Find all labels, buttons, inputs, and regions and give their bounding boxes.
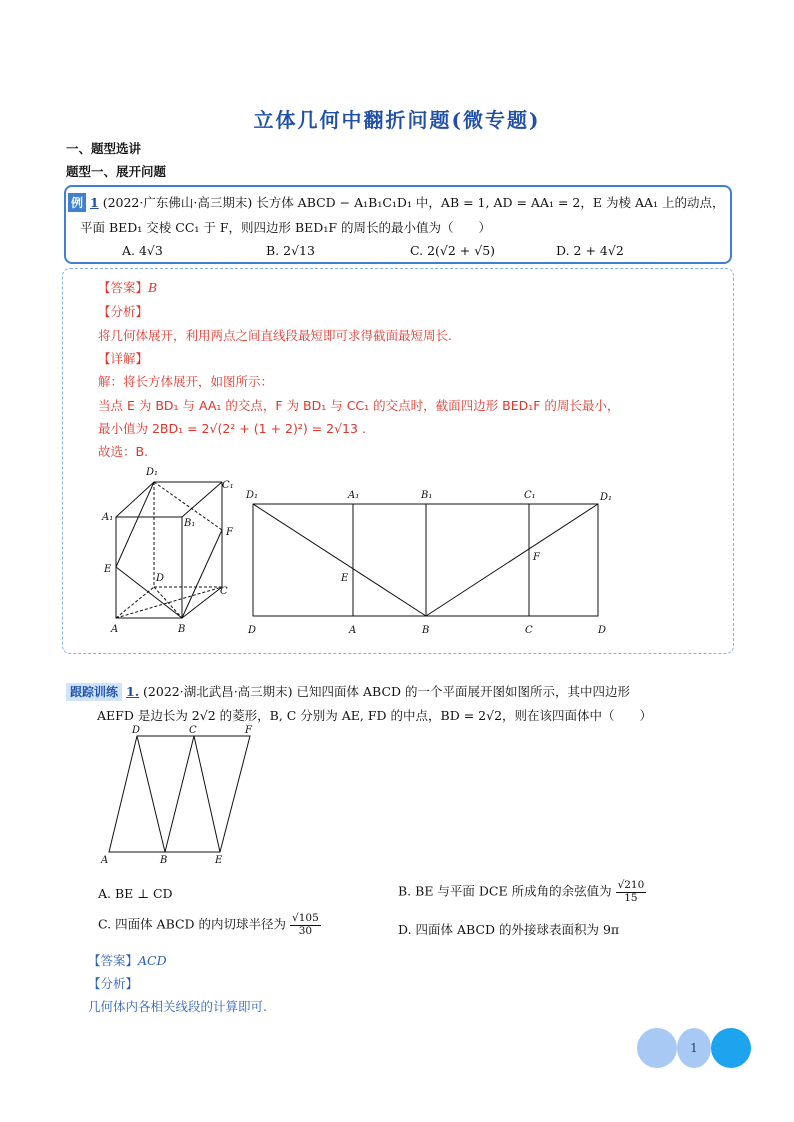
net-bottom-label-5: D	[598, 625, 607, 636]
front-face	[116, 517, 182, 618]
label-e: E	[104, 564, 112, 575]
detail-line-3: 最小值为 2BD₁ = 2√(2² + (1 + 2)²) = 2√13 .	[98, 421, 366, 436]
detail-line-1: 解：将长方体展开，如图所示：	[98, 374, 274, 389]
example-source: (2022·广东佛山·高三期末)	[102, 195, 253, 210]
segment-b-c	[165, 736, 194, 852]
cuboid-figure	[96, 460, 246, 640]
page-title: 立体几何中翻折问题(微专题)	[253, 108, 541, 132]
option-c-fraction	[290, 913, 321, 937]
option-b-numerator: √210	[617, 879, 645, 891]
label-b: B	[178, 624, 186, 635]
follow-answer-row	[88, 951, 167, 969]
tnet-top-d: D	[132, 725, 141, 736]
detail-line-2: 当点 E 为 BD₁ 与 AA₁ 的交点，F 为 BD₁ 与 CC₁ 的交点时，截面四边形 BED₁F 的周长最小，	[98, 398, 620, 413]
follow-analysis-label: 【分析】	[88, 976, 139, 991]
net-point-e: E	[341, 573, 349, 584]
option-c-numerator: √105	[292, 912, 319, 924]
tnet-bottom-b: B	[160, 855, 168, 866]
example-option-c: C. 2(√2 + √5)	[410, 243, 496, 258]
label-c: C	[220, 586, 228, 597]
option-b-text: B. BE 与平面 DCE 所成角的余弦值为	[398, 883, 612, 899]
net-top-label-1: D₁	[246, 490, 259, 501]
follow-option-d: D. 四面体 ABCD 的外接球表面积为 9π	[398, 922, 620, 937]
unfolded-net-figure	[240, 482, 620, 642]
label-d: D	[156, 573, 165, 584]
label-c1: C₁	[222, 480, 234, 491]
follow-analysis-text: 几何体内各相关线段的计算即可.	[88, 999, 267, 1014]
net-bottom-label-3: B	[422, 625, 430, 636]
tnet-top-f: F	[245, 725, 252, 736]
segment-c-e	[194, 736, 220, 852]
tnet-bottom-a: A	[101, 855, 109, 866]
label-d1: D₁	[146, 467, 159, 478]
net-top-label-5: D₁	[600, 492, 613, 503]
edge-b-c	[182, 587, 222, 618]
label-a1: A₁	[102, 512, 114, 523]
tetrahedron-net-figure	[100, 724, 270, 866]
example-option-b: B. 2√13	[266, 243, 315, 258]
option-c-denominator: 30	[298, 924, 313, 937]
example-tag: 例	[68, 193, 86, 212]
example-text-2: 平面 BED₁ 交棱 CC₁ 于 F，则四边形 BED₁F 的周长的最小值为（ ）	[80, 220, 491, 235]
option-c-text: C. 四面体 ABCD 的内切球半径为	[98, 916, 287, 932]
label-f: F	[226, 527, 233, 538]
section-heading: 一、题型选讲	[66, 141, 142, 156]
net-bottom-label-1: D	[248, 625, 257, 636]
net-top-label-2: A₁	[348, 490, 360, 501]
example-line-1	[68, 193, 724, 212]
follow-option-b	[398, 880, 646, 904]
net-bottom-label-4: C	[525, 625, 533, 636]
tnet-bottom-e: E	[215, 855, 223, 866]
label-b1: B₁	[184, 518, 196, 529]
net-top-label-3: B₁	[421, 490, 433, 501]
net-path-d1-b	[253, 504, 426, 616]
diagonal-a-c	[116, 587, 222, 618]
detail-line-4: 故选：B.	[98, 444, 149, 459]
net-point-f: F	[533, 552, 540, 563]
solution-answer-row	[98, 278, 157, 296]
follow-answer-value: ACD	[138, 953, 167, 968]
option-b-fraction	[616, 880, 647, 904]
analysis-label: 【分析】	[98, 304, 149, 319]
example-option-d: D. 2 + 4√2	[556, 243, 624, 258]
badge-circle-right	[711, 1028, 751, 1068]
net-path-b-d1	[426, 504, 598, 616]
follow-text-1: 已知四面体 ABCD 的一个平面展开图如图所示，其中四边形	[296, 684, 631, 699]
answer-value: B	[148, 280, 158, 295]
subsection-heading: 题型一、展开问题	[66, 164, 167, 179]
follow-option-a: A. BE ⊥ CD	[98, 886, 173, 901]
net-bottom-label-2: A	[349, 625, 357, 636]
follow-option-c	[98, 913, 321, 937]
follow-text-2: AEFD 是边长为 2√2 的菱形，B, C 分别为 AE, FD 的中点，BD = 2√2，则在该四面体中（ ）	[97, 708, 653, 723]
follow-source: (2022·湖北武昌·高三期末)	[143, 684, 293, 699]
edge-b1-c1	[182, 482, 222, 517]
follow-line-1	[66, 682, 630, 700]
option-b-denominator: 15	[624, 891, 638, 904]
diagonal-d-b	[154, 587, 182, 618]
page-number-badge	[637, 1028, 751, 1068]
segment-d-b	[137, 736, 165, 852]
answer-label: 【答案】	[98, 280, 149, 295]
page-number: 1	[677, 1028, 711, 1068]
analysis-text: 将几何体展开，利用两点之间直线段最短即可求得截面最短周长.	[98, 328, 452, 343]
label-a: A	[111, 624, 119, 635]
follow-answer-label: 【答案】	[88, 953, 139, 968]
section-b-f	[182, 530, 222, 618]
example-text-1: 长方体 ABCD − A₁B₁C₁D₁ 中，AB = 1, AD = AA₁ = 2，E 为棱 AA₁ 上的动点，	[256, 195, 725, 210]
example-option-a: A. 4√3	[122, 243, 163, 258]
example-number: 1	[90, 195, 99, 210]
follow-tag: 跟踪训练	[66, 683, 122, 701]
follow-number: 1.	[126, 684, 140, 699]
section-d1-e	[116, 482, 154, 567]
edge-a1-d1	[116, 482, 154, 517]
net-top-label-4: C₁	[524, 490, 536, 501]
detail-label: 【详解】	[98, 351, 149, 366]
tnet-top-c: C	[189, 725, 197, 736]
badge-circle-left	[637, 1028, 677, 1068]
